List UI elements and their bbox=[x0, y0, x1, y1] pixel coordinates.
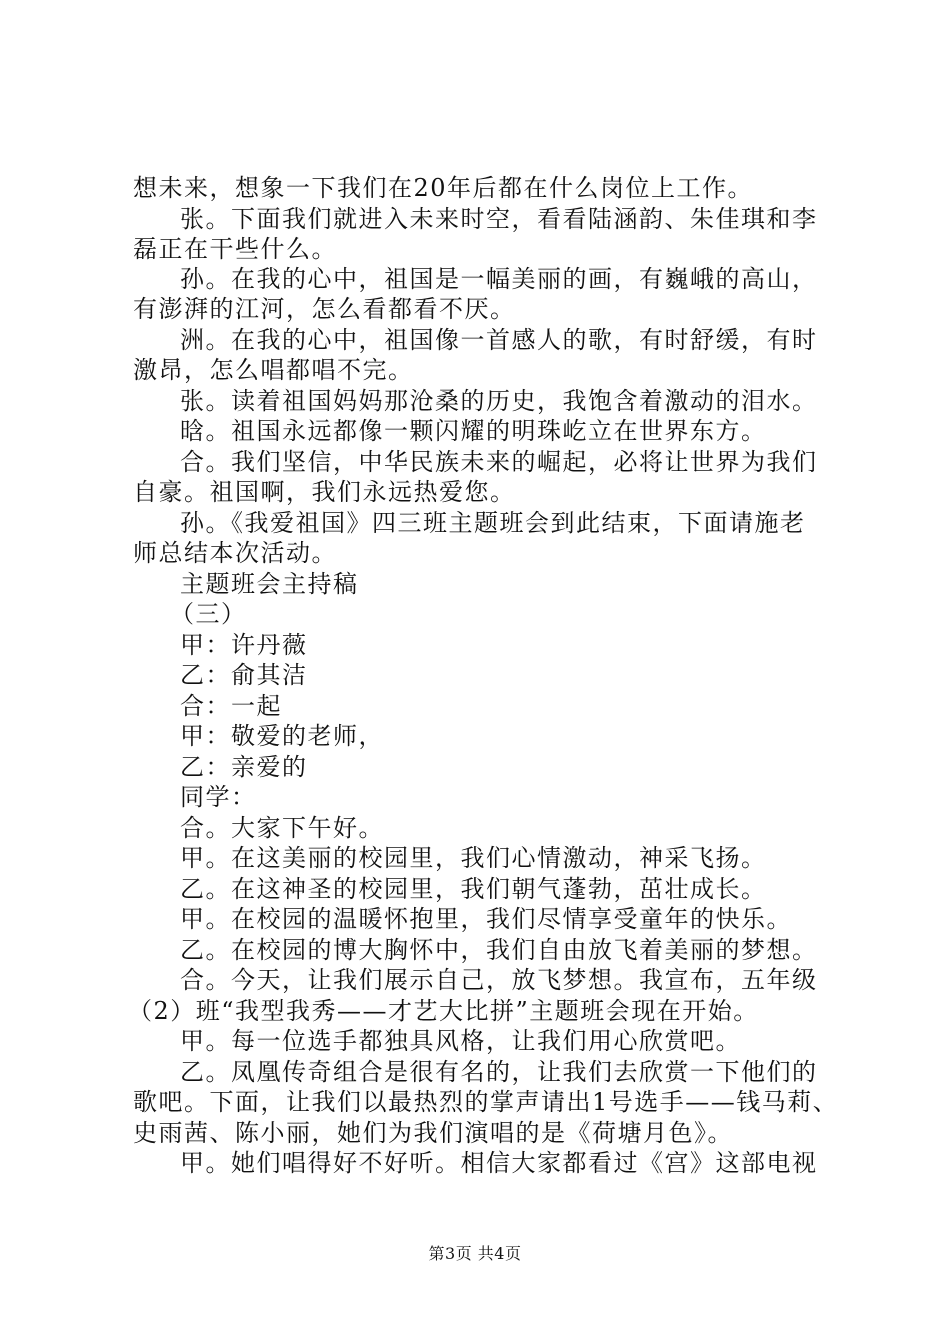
section-title: 主题班会主持稿 bbox=[180, 570, 359, 598]
text-line: 张。下面我们就进入未来时空，看看陆涵韵、朱佳琪和李 bbox=[180, 205, 818, 233]
text-line: 孙。《我爱祖国》四三班主题班会到此结束，下面请施老 bbox=[180, 509, 806, 537]
text-line: 激昂，怎么唱都唱不完。 bbox=[133, 356, 414, 384]
text-line: 甲：许丹薇 bbox=[180, 631, 308, 659]
text-line: 合：一起 bbox=[180, 692, 282, 720]
text-line: 甲。在校园的温暖怀抱里，我们尽情享受童年的快乐。 bbox=[180, 905, 792, 933]
text-line: （2）班“我型我秀——才艺大比拼”主题班会现在开始。 bbox=[128, 997, 759, 1025]
text-line: 甲。她们唱得好不好听。相信大家都看过《宫》这部电视 bbox=[180, 1149, 818, 1177]
text-line: 想未来，想象一下我们在20年后都在什么岗位上工作。 bbox=[133, 174, 754, 202]
text-line: 孙。在我的心中，祖国是一幅美丽的画，有巍峨的高山， bbox=[180, 265, 818, 293]
text-line: 甲：敬爱的老师， bbox=[180, 722, 384, 750]
text-line: 乙。在校园的博大胸怀中，我们自由放飞着美丽的梦想。 bbox=[180, 936, 818, 964]
text-line: 乙：亲爱的 bbox=[180, 753, 308, 781]
text-line: 甲。在这美丽的校园里，我们心情激动，神采飞扬。 bbox=[180, 844, 767, 872]
text-line: 自豪。祖国啊，我们永远热爱您。 bbox=[133, 478, 516, 506]
page-number: 第3页 共4页 bbox=[428, 1244, 522, 1263]
text-line: 乙。在这神圣的校园里，我们朝气蓬勃，茁壮成长。 bbox=[180, 875, 767, 903]
text-line: 史雨茜、陈小丽，她们为我们演唱的是《荷塘月色》。 bbox=[133, 1119, 733, 1147]
text-line: 合。今天，让我们展示自己，放飞梦想。我宣布，五年级 bbox=[180, 966, 818, 994]
text-line: 洲。在我的心中，祖国像一首感人的歌，有时舒缓，有时 bbox=[180, 326, 818, 354]
text-line: 合。我们坚信，中华民族未来的崛起，必将让世界为我们 bbox=[180, 448, 818, 476]
text-line: 乙。凤凰传奇组合是很有名的，让我们去欣赏一下他们的 bbox=[180, 1058, 818, 1086]
section-number: （三） bbox=[170, 600, 247, 628]
page-footer bbox=[0, 1244, 950, 1264]
text-line: 同学： bbox=[180, 783, 257, 811]
text-line: 磊正在干些什么。 bbox=[133, 235, 337, 263]
text-line: 乙：俞其洁 bbox=[180, 661, 308, 689]
text-line: 合。大家下午好。 bbox=[180, 814, 384, 842]
text-line: 有澎湃的江河，怎么看都看不厌。 bbox=[133, 295, 516, 323]
text-line: 歌吧。下面，让我们以最热烈的掌声请出1号选手——钱马莉、 bbox=[133, 1088, 839, 1116]
text-line: 师总结本次活动。 bbox=[133, 539, 337, 567]
text-line: 甲。每一位选手都独具风格，让我们用心欣赏吧。 bbox=[180, 1027, 741, 1055]
text-line: 晗。祖国永远都像一颗闪耀的明珠屹立在世界东方。 bbox=[180, 417, 767, 445]
text-line: 张。读着祖国妈妈那沧桑的历史，我饱含着激动的泪水。 bbox=[180, 387, 818, 415]
